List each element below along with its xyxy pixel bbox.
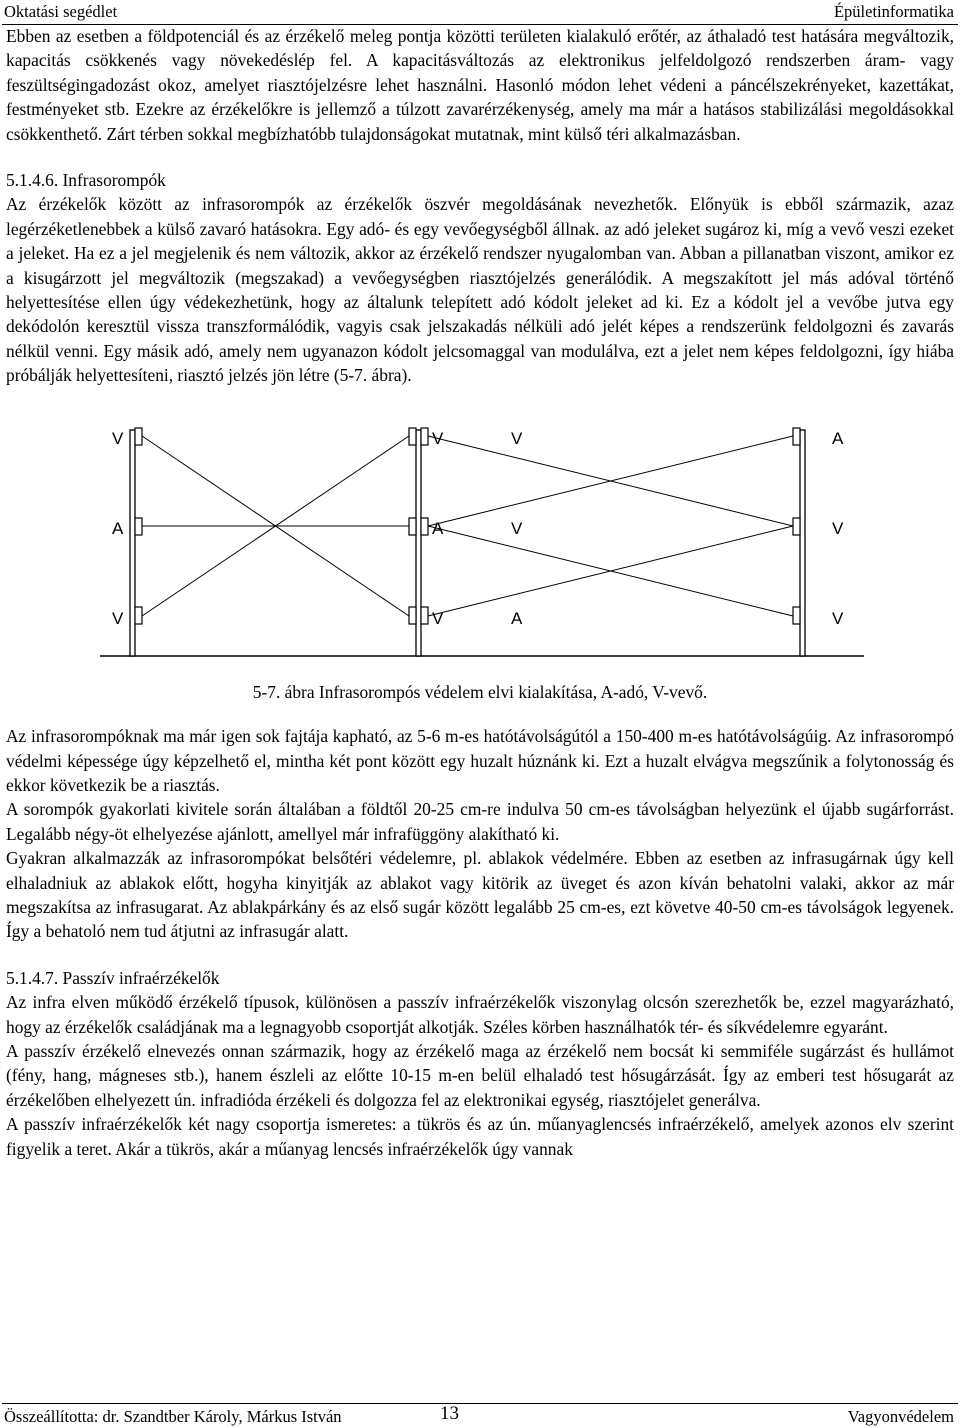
header-right: Épületinformatika: [833, 2, 954, 21]
infra-paragraph-2: Az infrasorompóknak ma már igen sok fajtája kapható, az 5-6 m-es hatótávolságútól a 150-400 m-es hatótávolságúig. Az infrasorompó védelmi képessége úgy képzelhető el, mintha két pont között egy huzalt húznánk ki. Ezt a huzalt elvágva megszűnik a folytonosság és ekkor következik be a riasztás.: [6, 726, 954, 795]
bracket: [409, 518, 416, 535]
bracket: [135, 428, 142, 445]
post-middle: [416, 430, 421, 656]
infrasorompo-figure: [6, 414, 954, 664]
infra-paragraph-1: Az érzékelők között az infrasorompók az érzékelők öszvér megoldásának nevezhetők. Előnyük is ebből származik, azaz legérzéketlenebbek a külső zavaró hatásokra. Egy adó- és egy vevőegységből állnak. az adó jeleket sugároz ki, míg a vevő veszi ezeket a jeleket. Ha ez a jel megjelenik és nem változik, akkor az érzékelő rendszer nyugalomban van. Abban a pillanatban viszont, amikor ez a kisugárzott jel megváltozik (megszakad) a vevőegységben riasztójelzés generálódik. A megszakított jel más adóval történő helyettesítése ellen úgy védekezhetünk, hogy az általunk telepített adó kódolt jeleket ad ki. Ez a kódolt jel a vevőbe jutva egy dekódolón keresztül vissza transzformálódik, vagyis csak jelszakadás nélküli adó jelét képes a rendszerünk feldolgozni és zavarás nélkül venni. Egy másik adó, amely nem ugyanazon kódolt jelcsomaggal van modulálva, ezt a jelet nem képes feldolgozni, így hiába próbálják helyettesíteni, riasztó jelzés jön létre (5-7. ábra).: [6, 194, 954, 386]
device-label: A: [112, 518, 124, 538]
infra-paragraph-4: Gyakran alkalmazzák az infrasorompókat belsőtéri védelemre, pl. ablakok védelmére. Ebben az esetben az infrasugárnak úgy kell elhaladniuk az ablakok előtt, hogyha kinyitják az ablakot vagy kitörik az üveget és azon kíván behatolni valaki, akkor az már megszakítsa az infrasugarat. Az ablakpárkány és az első sugár között legalább 25 cm-es, ezt követve 40-50 cm-es távolságok legyenek. Így a behatoló nem tud átjutni az infrasugár alatt.: [6, 848, 954, 942]
device-label: V: [432, 428, 444, 448]
device-label: A: [511, 608, 523, 628]
header-left: Oktatási segédlet: [4, 2, 118, 21]
footer-authors: Összeállította: dr. Szandtber Károly, Márkus István: [4, 1407, 342, 1426]
passive-paragraph-2: A passzív érzékelő elnevezés onnan származik, hogy az érzékelő maga az érzékelő nem bocsát ki semmiféle sugárzást és hullámot (fény, hang, mágneses stb.), hanem észleli az előtte 10-15 m-en belül elhaladó test hősugárzását. Így az emberi test hősugarát az érzékelőben elhelyezett ún. infradióda érzékeli és dolgozza fel az elektronikai egység, riasztójelet generálva.: [6, 1040, 954, 1110]
bracket: [135, 607, 142, 624]
bracket: [409, 607, 416, 624]
device-label: V: [112, 428, 124, 448]
section-heading-infrasorompok: 5.1.4.6. Infrasorompók: [6, 170, 166, 191]
device-label: V: [112, 608, 124, 628]
page-footer: [0, 1403, 960, 1428]
page-number: 13: [440, 1403, 459, 1424]
bracket: [421, 518, 428, 535]
infra-paragraph-3: A sorompók gyakorlati kivitele során általában a földtől 20-25 cm-re indulva 50 cm-es távolságban helyezünk el újabb sugárforrást. Legalább négy-öt elhelyezése ajánlott, amellyel már infrafüggöny alakítható ki.: [6, 799, 954, 844]
passive-paragraph-1: Az infra elven működő érzékelő típusok, különösen a passzív infraérzékelők viszonylag olcsón szerezhetők be, ezzel magyarázható, hogy az érzékelők családjának ma a legnagyobb csoportját alkotják. Széles körben használhatók tér- és síkvédelemre egyaránt.: [6, 992, 954, 1037]
page-content: [6, 24, 954, 1161]
bracket: [421, 428, 428, 445]
device-label: V: [432, 608, 444, 628]
bracket: [135, 518, 142, 535]
footer-right: Vagyonvédelem: [847, 1407, 954, 1426]
intro-paragraph: Ebben az esetben a földpotenciál és az érzékelő meleg pontja közötti területen kialakuló erőtér, az áthaladó test hatására megváltozik, kapacitás csökkenés vagy növekedéslép fel. A kapacitásváltozás az elektronikus jelfeldolgozó rendszerben áram- vagy feszültségingadozást okoz, amelyet riasztójelzésre lehet használni. Hasonló módon lehet védeni a páncélszekrényeket, kazettákat, festményeket stb. Ezekre az érzékelőkre is jellemző a túlzott zavarérzékenység, amely ma már a hatásos stabilizálási megoldásokkal csökkenthető. Zárt térben sokkal megbízhatóbb tulajdonságokat mutatnak, mint külső téri alkalmazásban.: [6, 26, 954, 144]
figure-caption: 5-7. ábra Infrasorompós védelem elvi kialakítása, A-adó, V-vevő.: [252, 681, 708, 702]
bracket: [421, 607, 428, 624]
device-label: V: [832, 518, 844, 538]
bracket: [409, 428, 416, 445]
passive-paragraph-3: A passzív infraérzékelők két nagy csoportja ismeretes: a tükrös és az ún. műanyaglencsés infraérzékelő, amelyek azonos elv szerint figyelik a teret. Akár a tükrös, akár a műanyag lencsés infraérzékelők úgy vannak: [6, 1114, 954, 1159]
bracket: [793, 428, 800, 445]
device-label: V: [511, 428, 523, 448]
device-label: A: [432, 518, 444, 538]
bracket: [793, 607, 800, 624]
section-heading-passziv: 5.1.4.7. Passzív infraérzékelők: [6, 967, 220, 988]
post-left: [130, 430, 135, 656]
post-right: [800, 430, 805, 656]
bracket: [793, 518, 800, 535]
device-label: V: [832, 608, 844, 628]
device-label: V: [511, 518, 523, 538]
page-header: [0, 0, 960, 26]
footer-rule: [2, 1403, 958, 1404]
device-label: A: [832, 428, 844, 448]
